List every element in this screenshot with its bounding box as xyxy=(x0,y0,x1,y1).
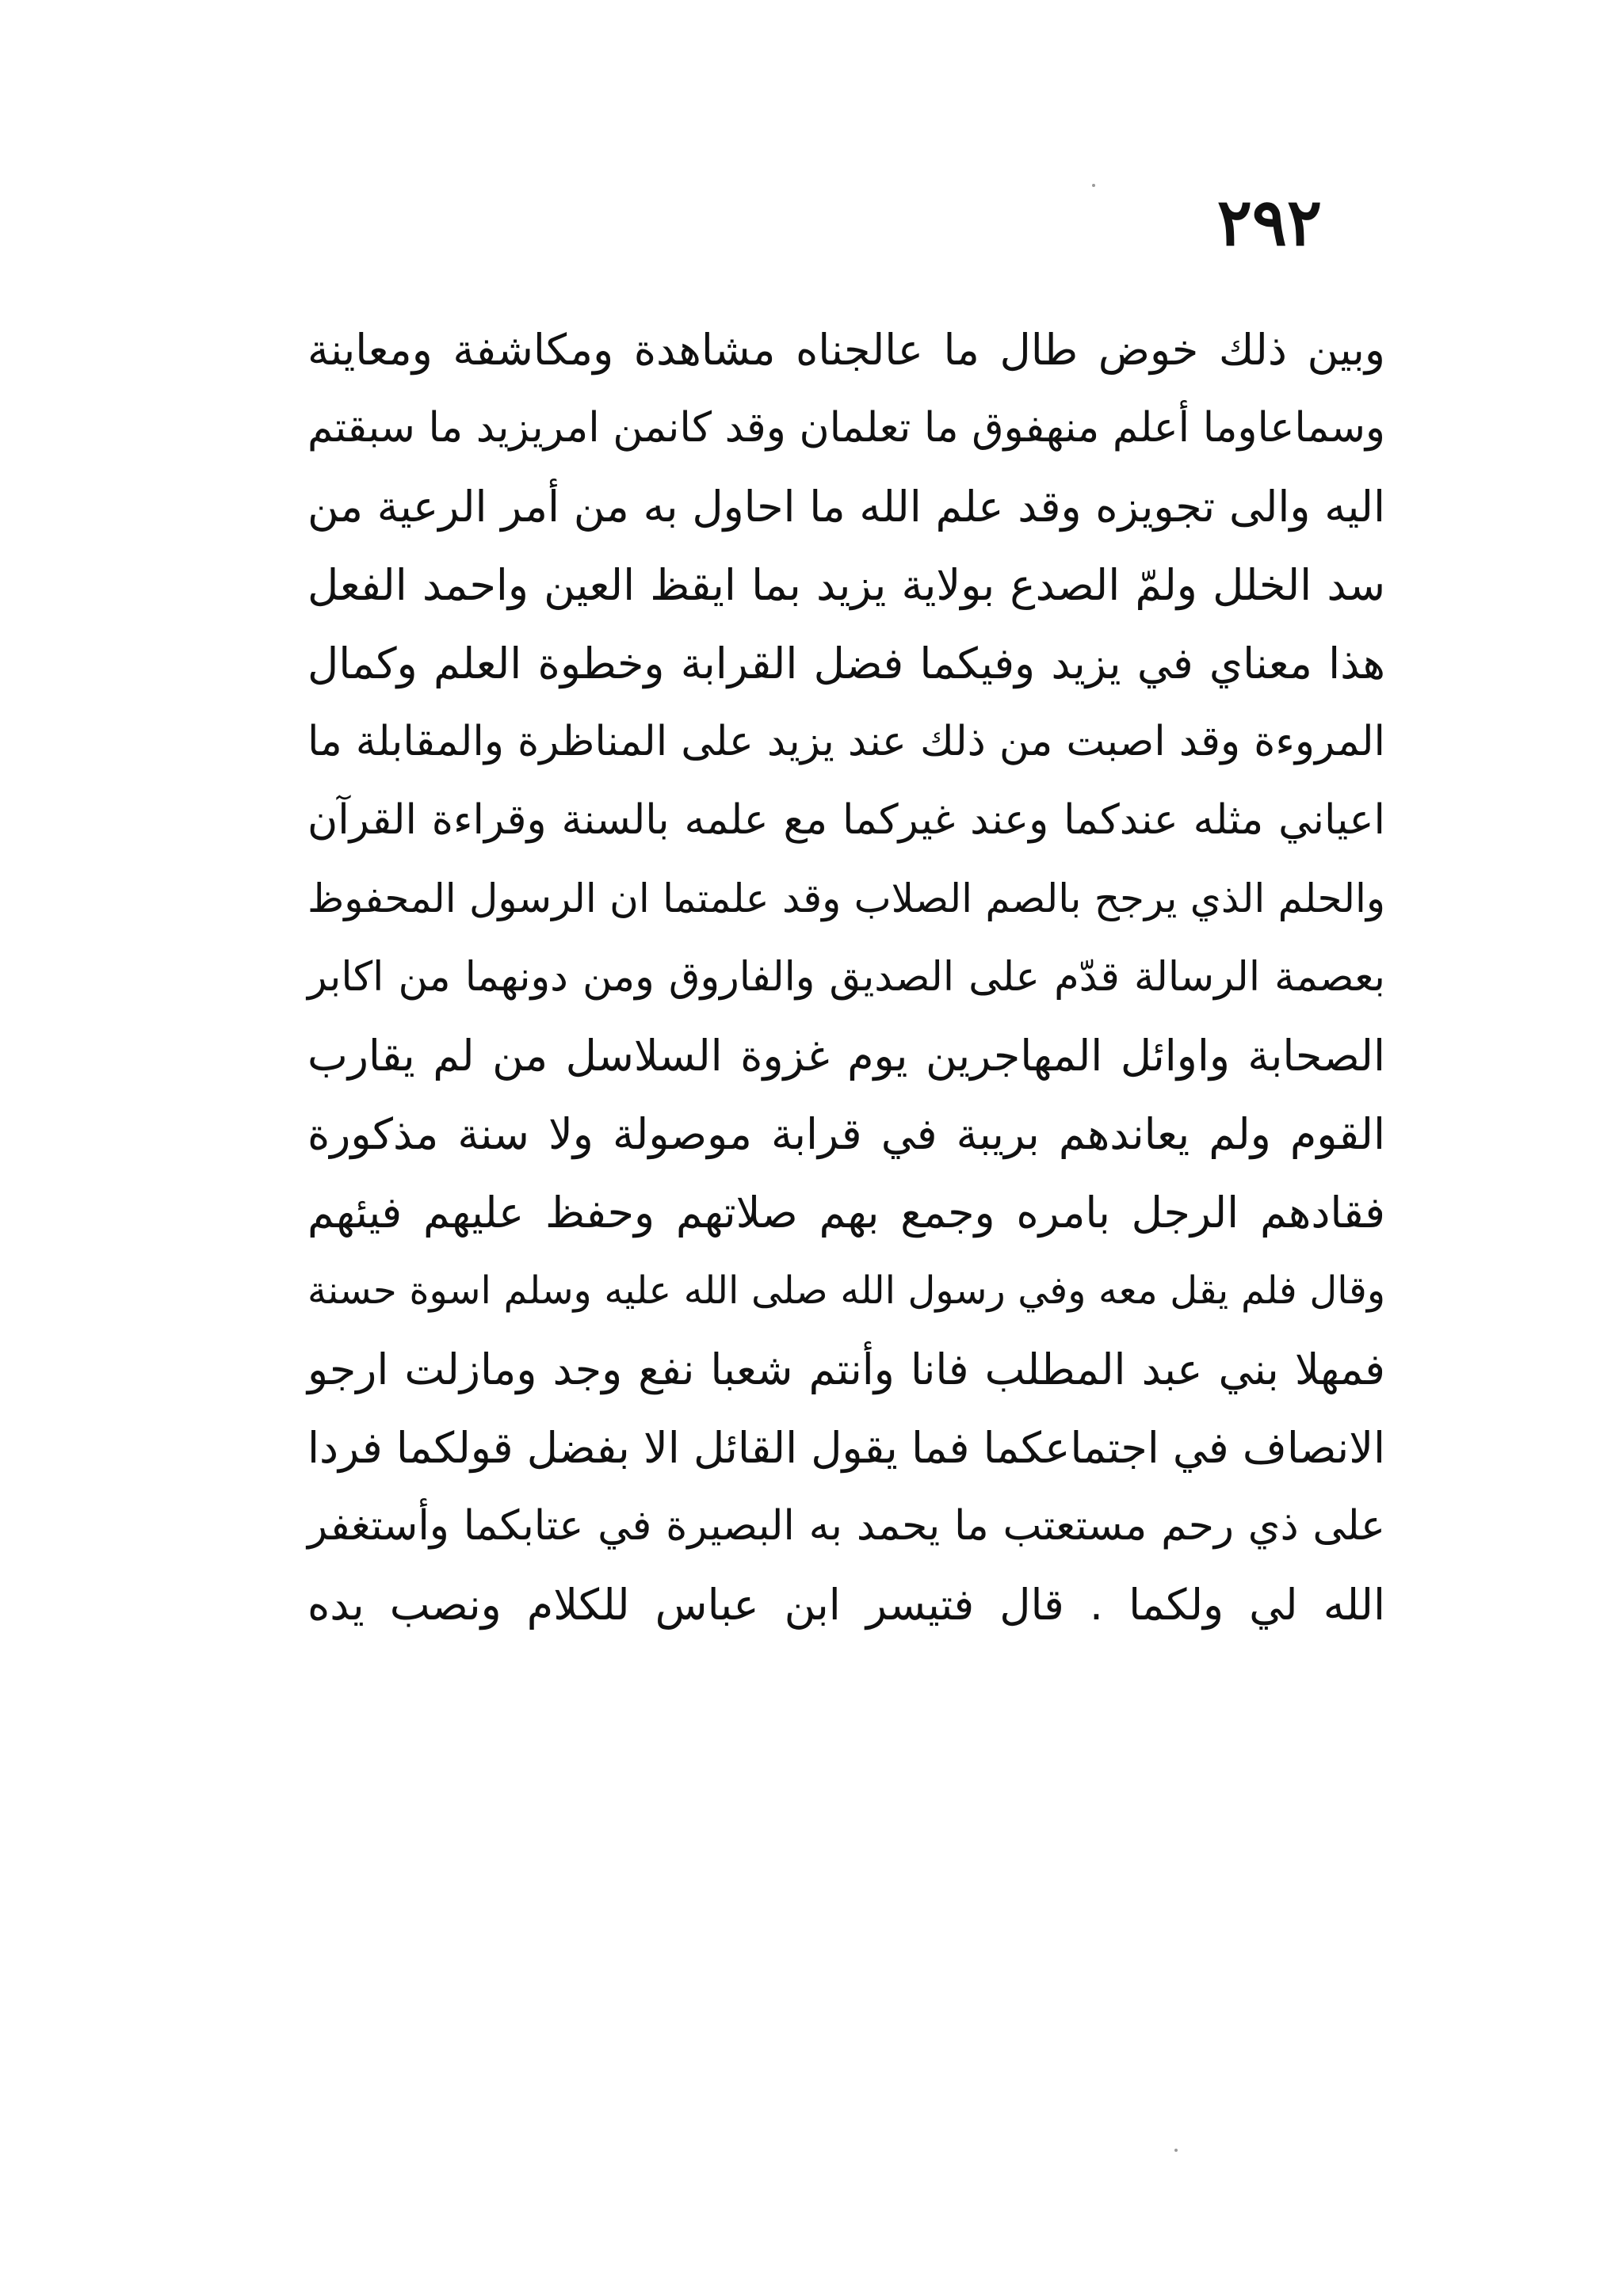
text-line-6: المروءة وقد اصبت من ذلك عند يزيد على المناظرة والمقابلة ما xyxy=(307,718,1385,765)
body-text xyxy=(307,311,1385,1644)
text-line-11: القوم ولم يعاندهم بريبة في قرابة موصولة ولا سنة مذكورة xyxy=(307,1109,1385,1159)
text-line-8: والحلم الذي يرجح بالصم الصلاب وقد علمتما ان الرسول المحفوظ xyxy=(307,875,1385,921)
text-line-17: الله لي ولكما . قال فتيسر ابن عباس للكلام ونصب يده xyxy=(307,1580,1385,1630)
text-line-2: وسماعاوما أعلم منهفوق ما تعلمان وقد كانمن امريزيد ما سبقتم xyxy=(307,404,1385,452)
text-line-15: الانصاف في اجتماعكما فما يقول القائل الا بفضل قولكما فردا xyxy=(307,1423,1385,1473)
text-line-7: اعياني مثله عندكما وعند غيركما مع علمه بالسنة وقراءة القرآن xyxy=(307,796,1385,844)
text-line-16: على ذي رحم مستعتب ما يحمد به البصيرة في عتابكما وأستغفر xyxy=(307,1502,1385,1550)
text-line-5: هذا معناي في يزيد وفيكما فضل القرابة وخطوة العلم وكمال xyxy=(307,639,1385,688)
page-number: ٢٩٢ xyxy=(1216,185,1322,261)
text-line-3: اليه والى تجويزه وقد علم الله ما احاول به من أمر الرعية من xyxy=(307,482,1385,532)
text-line-10: الصحابة واوائل المهاجرين يوم غزوة السلاسل من لم يقارب xyxy=(307,1031,1385,1081)
text-line-14: فمهلا بني عبد المطلب فانا وأنتم شعبا نفع وجد ومازلت ارجو xyxy=(307,1344,1385,1394)
text-line-1: وبين ذلك خوض طال ما عالجناه مشاهدة ومكاشفة ومعاينة xyxy=(307,325,1385,375)
scan-speck xyxy=(1092,184,1095,187)
text-line-4: سد الخلل ولمّ الصدع بولاية يزيد بما ايقظ العين واحمد الفعل xyxy=(307,560,1385,610)
text-line-13: وقال فلم يقل معه وفي رسول الله صلى الله عليه وسلم اسوة حسنة xyxy=(307,1268,1385,1313)
scan-speck xyxy=(1174,2149,1178,2152)
text-line-12: فقادهم الرجل بامره وجمع بهم صلاتهم وحفظ عليهم فيئهم xyxy=(307,1188,1385,1238)
text-line-9: بعصمة الرسالة قدّم على الصديق والفاروق ومن دونهما من اكابر xyxy=(307,954,1385,1001)
